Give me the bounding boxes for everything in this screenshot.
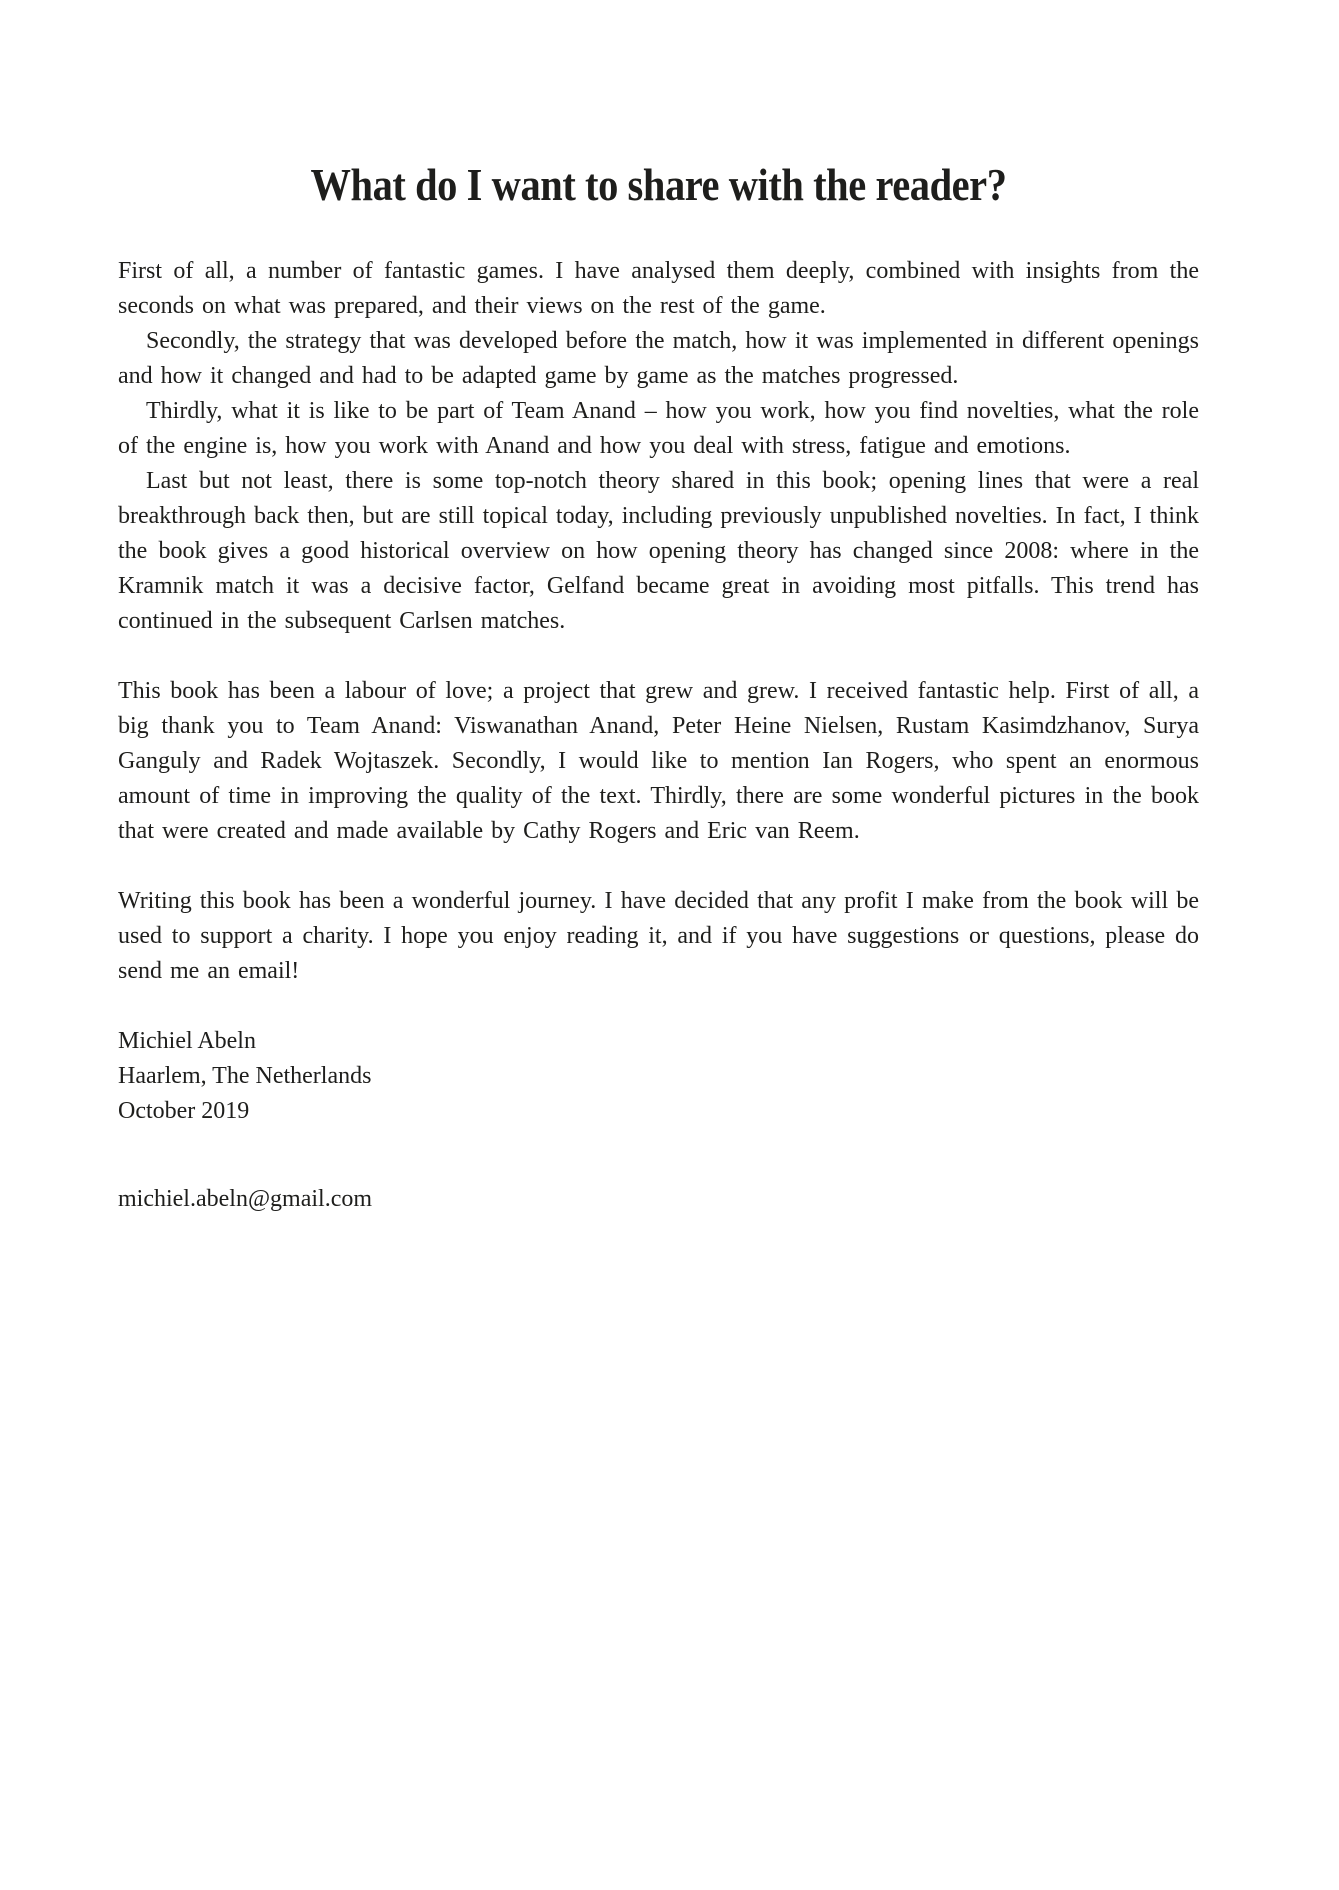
- signature-date: October 2019: [118, 1098, 250, 1124]
- paragraph-first-of-all: First of all, a number of fantastic games. I have analysed them deeply, combined with insights from the seconds on what was prepared, and their views on the rest of the game.: [118, 258, 1199, 319]
- page-content: [118, 0, 1199, 1217]
- paragraph-closing: Writing this book has been a wonderful journey. I have decided that any profit I make from the book will be used to support a charity. I hope you enjoy reading it, and if you have suggestions or questions, please do send me an email!: [118, 888, 1199, 984]
- paragraph-thirdly: Thirdly, what it is like to be part of Team Anand – how you work, how you find novelties, what the role of the engine is, how you work with Anand and how you deal with stress, fatigue and emotions.: [118, 398, 1199, 459]
- email-address: michiel.abeln@gmail.com: [118, 1186, 373, 1212]
- paragraph-acknowledgements: This book has been a labour of love; a project that grew and grew. I received fantastic help. First of all, a big thank you to Team Anand: Viswanathan Anand, Peter Heine Nielsen, Rustam Kasimdzhanov, Surya Ganguly and Radek Wojtaszek. Secondly, I would like to mention Ian Rogers, who spent an enormous amount of time in improving the quality of the text. Thirdly, there are some wonderful pictures in the book that were created and made available by Cathy Rogers and Eric van Reem.: [118, 678, 1199, 844]
- paragraph-last-but-not-least: Last but not least, there is some top-notch theory shared in this book; opening lines that were a real breakthrough back then, but are still topical today, including previously unpublished novelties. In fact, I think the book gives a good historical overview on how opening theory has changed since 2008: where in the Kramnik match it was a decisive factor, Gelfand became great in avoiding most pitfalls. This trend has continued in the subsequent Carlsen matches.: [118, 468, 1199, 634]
- page-title: What do I want to share with the reader?: [310, 159, 1007, 210]
- signature-name: Michiel Abeln: [118, 1028, 256, 1054]
- body-text: [118, 254, 1199, 989]
- signature-location: Haarlem, The Netherlands: [118, 1063, 372, 1089]
- paragraph-secondly: Secondly, the strategy that was developed before the match, how it was implemented in different openings and how it changed and had to be adapted game by game as the matches progressed.: [118, 328, 1199, 389]
- signature-block: [118, 1024, 1199, 1129]
